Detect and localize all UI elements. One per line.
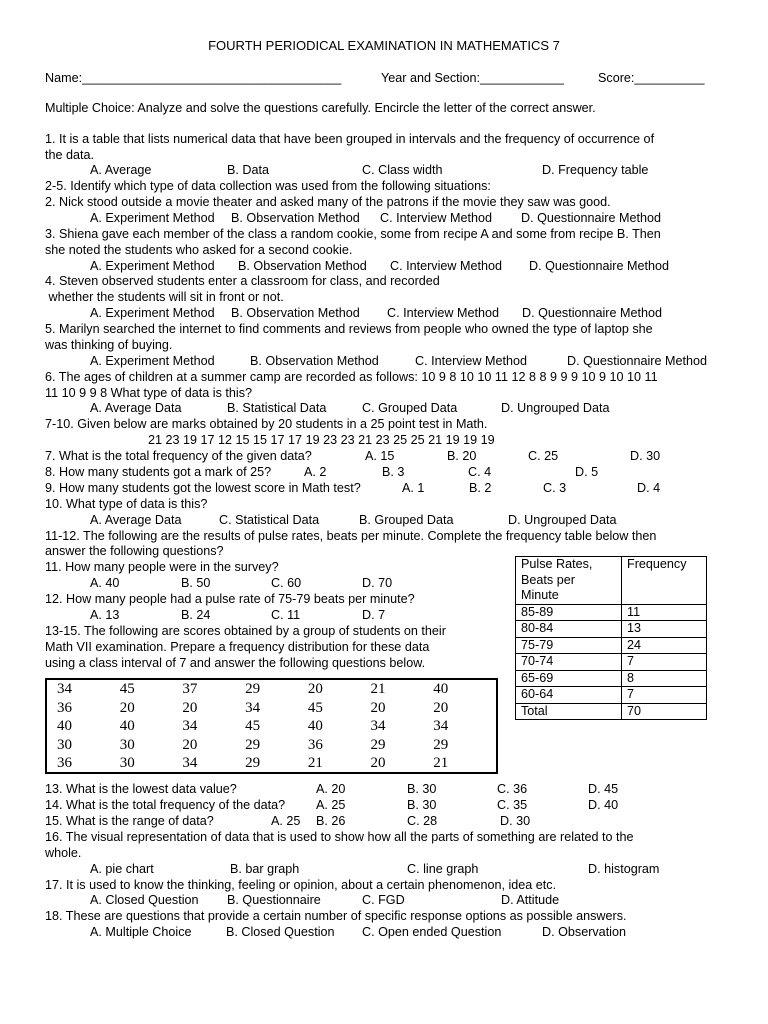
score-field[interactable] [598, 70, 704, 86]
choice-a[interactable]: A. Closed Question [90, 893, 199, 907]
score-cell: 20 [307, 681, 323, 697]
choice-c[interactable]: C. Grouped Data [362, 401, 458, 415]
table-cell: 80-84 [516, 621, 622, 638]
table-cell: 65-69 [516, 670, 622, 687]
choice-d[interactable]: D. 5 [575, 465, 599, 479]
score-cell: 21 [307, 755, 323, 772]
year-section-field[interactable] [381, 70, 564, 86]
table-row [516, 637, 707, 654]
table-cell: 7 [622, 687, 707, 704]
choice-b[interactable]: B. 26 [316, 814, 346, 828]
table-row [516, 654, 707, 671]
choice-b[interactable]: B. Observation Method [231, 306, 360, 320]
score-cell: 20 [182, 699, 198, 716]
q1-choices [0, 162, 768, 178]
choice-d[interactable]: D. Ungrouped Data [501, 401, 610, 415]
q6-text-cont: 11 10 9 9 8 What type of data is this? [45, 386, 252, 400]
q5-choices [0, 353, 768, 369]
q7-10-header: 7-10. Given below are marks obtained by 20 students in a 25 point test in Math. [45, 417, 488, 431]
choice-b[interactable]: B. Observation Method [250, 354, 379, 368]
q16-choices [0, 861, 768, 877]
q10-text: 10. What type of data is this? [45, 497, 208, 511]
score-cell: 37 [182, 681, 198, 697]
choice-a[interactable]: A. 25 [316, 798, 346, 812]
table-row [57, 754, 496, 773]
q4-text-cont: whether the students will sit in front or not. [45, 290, 284, 304]
q1-text: 1. It is a table that lists numerical data that have been grouped in intervals and the frequency of occurrence of [45, 132, 655, 146]
q8-text: 8. How many students got a mark of 25? [45, 465, 272, 479]
q5-text-cont: was thinking of buying. [45, 338, 173, 352]
score-cell: 40 [307, 718, 323, 735]
q3-text-cont: she noted the students who asked for a second cookie. [45, 243, 353, 257]
score-cell: 30 [119, 736, 135, 753]
q9-text: 9. How many students got the lowest score in Math test? [45, 481, 361, 495]
choice-d[interactable]: D. 70 [362, 576, 393, 590]
table-header-pulse [516, 557, 622, 605]
choice-a[interactable]: A. pie chart [90, 862, 154, 876]
choice-a[interactable]: A. 1 [402, 481, 425, 495]
choice-a[interactable]: A. 20 [316, 782, 346, 796]
q4-text: 4. Steven observed students enter a classroom for class, and recorded [45, 274, 440, 288]
q8-row [0, 464, 768, 480]
table-cell: 13 [622, 621, 707, 638]
table-cell: 70 [622, 703, 707, 720]
score-label: Score: [598, 71, 635, 85]
choice-b[interactable]: B. 2 [469, 481, 492, 495]
choice-b[interactable]: B. Data [227, 163, 269, 177]
choice-d[interactable]: D. Attitude [501, 893, 560, 907]
q16-text-cont: whole. [45, 846, 82, 860]
instructions: Multiple Choice: Analyze and solve the questions carefully. Encircle the letter of the correct answer. [45, 101, 596, 115]
choice-a[interactable]: A. Experiment Method [90, 259, 215, 273]
q11-text: 11. How many people were in the survey? [45, 560, 279, 574]
choice-c[interactable]: C. 25 [528, 449, 559, 463]
score-cell: 29 [370, 736, 386, 753]
choice-c[interactable]: C. 3 [543, 481, 567, 495]
choice-a[interactable]: A. 40 [90, 576, 120, 590]
choice-a[interactable]: A. Average [90, 163, 152, 177]
choice-c[interactable]: C. 36 [497, 782, 528, 796]
score-cell: 29 [433, 736, 449, 753]
choice-c[interactable]: C. line graph [407, 862, 479, 876]
score-cell: 20 [433, 699, 449, 716]
q3-text: 3. Shiena gave each member of the class a random cookie, some from recipe A and some from recipe B. Then [45, 227, 661, 241]
q13-15-header-cont: Math VII examination. Prepare a frequency distribution for these data [45, 640, 430, 654]
q2-5-header: 2-5. Identify which type of data collection was used from the following situations: [45, 179, 491, 193]
frequency-table [515, 556, 707, 720]
score-cell: 34 [182, 718, 198, 735]
choice-b[interactable]: B. Observation Method [238, 259, 367, 273]
score-cell: 36 [307, 736, 323, 753]
name-label: Name: [45, 71, 83, 85]
score-cell: 29 [245, 681, 261, 697]
choice-a[interactable]: A. Experiment Method [90, 211, 215, 225]
q7-row [0, 448, 768, 464]
q14-row [0, 797, 768, 813]
score-cell: 40 [433, 681, 449, 697]
score-cell: 20 [370, 755, 386, 772]
q6-choices [0, 400, 768, 416]
q6-text: 6. The ages of children at a summer camp are recorded as follows: 10 9 8 10 10 11 12 8 8 9 9 9 10 9 10 10 11 [45, 370, 658, 384]
name-field[interactable] [45, 70, 341, 86]
choice-b[interactable]: B. 3 [382, 465, 405, 479]
choice-d[interactable]: D. histogram [588, 862, 660, 876]
table-header-frequency: Frequency [622, 557, 707, 605]
score-cell: 40 [57, 718, 72, 735]
q10-choices [0, 512, 768, 528]
choice-a[interactable]: A. Average Data [90, 513, 182, 527]
score-cell: 30 [119, 755, 135, 772]
choice-d[interactable]: D. Observation [542, 925, 626, 939]
table-cell: 85-89 [516, 604, 622, 621]
choice-a[interactable]: A. 2 [304, 465, 327, 479]
choice-b[interactable]: B. 20 [447, 449, 477, 463]
score-cell: 20 [119, 699, 135, 716]
q2-choices [0, 210, 768, 226]
table-row [57, 680, 496, 699]
score-line: __________ [634, 71, 705, 85]
choice-d[interactable]: D. Frequency table [542, 163, 649, 177]
choice-b[interactable]: B. Observation Method [231, 211, 360, 225]
table-cell: 11 [622, 604, 707, 621]
table-cell: 60-64 [516, 687, 622, 704]
choice-b[interactable]: B. Grouped Data [359, 513, 454, 527]
year-label: Year and Section: [381, 71, 480, 85]
score-cell: 34 [433, 718, 449, 735]
choice-b[interactable]: B. Questionnaire [227, 893, 321, 907]
q17-choices [0, 892, 768, 908]
q15-text: 15. What is the range of data? [45, 814, 214, 828]
score-cell: 29 [245, 755, 261, 772]
choice-d[interactable]: D. Ungrouped Data [508, 513, 617, 527]
score-cell: 20 [370, 699, 386, 716]
choice-b[interactable]: B. Statistical Data [227, 401, 327, 415]
score-cell: 45 [307, 699, 323, 716]
q7-10-data: 21 23 19 17 12 15 15 17 17 19 23 23 21 23 25 25 21 19 19 19 [148, 433, 495, 447]
choice-a[interactable]: A. 13 [90, 608, 120, 622]
choice-d[interactable]: D. 7 [362, 608, 386, 622]
name-line: _____________________________________ [82, 71, 342, 85]
choice-d[interactable]: D. 45 [588, 782, 619, 796]
choice-b[interactable]: B. 30 [407, 782, 437, 796]
q1-text-cont: the data. [45, 148, 95, 162]
table-row [516, 604, 707, 621]
score-cell: 34 [245, 699, 261, 716]
choice-a[interactable]: A. Experiment Method [90, 354, 215, 368]
choice-c[interactable]: C. Interview Method [380, 211, 492, 225]
q13-text: 13. What is the lowest data value? [45, 782, 237, 796]
choice-c[interactable]: C. Interview Method [390, 259, 502, 273]
choice-c[interactable]: C. Class width [362, 163, 443, 177]
q13-15-header: 13-15. The following are scores obtained by a group of students on their [45, 624, 446, 638]
exam-title: FOURTH PERIODICAL EXAMINATION IN MATHEMATICS 7 [208, 38, 560, 53]
table-row [516, 703, 707, 720]
table-cell: 8 [622, 670, 707, 687]
choice-b[interactable]: B. 24 [181, 608, 211, 622]
choice-a[interactable]: A. Experiment Method [90, 306, 215, 320]
choice-d[interactable]: D. 30 [500, 814, 531, 828]
choice-d[interactable]: D. 30 [630, 449, 661, 463]
table-header-row [516, 557, 707, 605]
score-cell: 30 [57, 736, 72, 753]
q12-text: 12. How many people had a pulse rate of 75-79 beats per minute? [45, 592, 415, 606]
q4-choices [0, 305, 768, 321]
score-cell: 36 [57, 755, 72, 772]
table-cell: 70-74 [516, 654, 622, 671]
header-line: Minute [521, 588, 559, 602]
score-cell: 34 [182, 755, 198, 772]
choice-c[interactable]: C. FGD [362, 893, 405, 907]
score-cell: 34 [57, 681, 72, 697]
score-cell: 21 [370, 681, 386, 697]
score-cell: 45 [245, 718, 261, 735]
choice-d[interactable]: D. Questionnaire Method [521, 211, 662, 225]
scores-table [45, 678, 498, 774]
q17-text: 17. It is used to know the thinking, feeling or opinion, about a certain phenomenon, idea etc. [45, 878, 557, 892]
choice-c[interactable]: C. 28 [407, 814, 438, 828]
table-cell: 7 [622, 654, 707, 671]
choice-a[interactable]: A. Average Data [90, 401, 182, 415]
q2-text: 2. Nick stood outside a movie theater and asked many of the patrons if the movie they saw was good. [45, 195, 611, 209]
choice-d[interactable]: D. Questionnaire Method [529, 259, 670, 273]
q13-15-header-cont: using a class interval of 7 and answer the following questions below. [45, 656, 426, 670]
choice-b[interactable]: B. bar graph [230, 862, 300, 876]
table-cell: 24 [622, 637, 707, 654]
table-cell: 75-79 [516, 637, 622, 654]
choice-d[interactable]: D. 40 [588, 798, 619, 812]
table-row [516, 621, 707, 638]
table-row [57, 717, 496, 736]
choice-c[interactable]: C. 60 [271, 576, 302, 590]
q11-12-header-cont: answer the following questions? [45, 544, 224, 558]
q11-12-header: 11-12. The following are the results of pulse rates, beats per minute. Complete the frequency table below then [45, 529, 657, 543]
q7-text: 7. What is the total frequency of the given data? [45, 449, 312, 463]
choice-d[interactable]: D. 4 [637, 481, 661, 495]
q18-choices [0, 924, 768, 940]
choice-c[interactable]: C. 11 [271, 608, 301, 622]
choice-c[interactable]: C. Interview Method [415, 354, 527, 368]
choice-c[interactable]: C. Statistical Data [219, 513, 320, 527]
table-row [57, 736, 496, 755]
choice-d[interactable]: D. Questionnaire Method [567, 354, 708, 368]
choice-c[interactable]: C. Interview Method [387, 306, 499, 320]
table-row [516, 687, 707, 704]
choice-d[interactable]: D. Questionnaire Method [522, 306, 663, 320]
score-cell: 29 [245, 736, 261, 753]
score-cell: 21 [433, 755, 449, 772]
header-fields [0, 70, 768, 86]
score-cell: 45 [119, 681, 135, 697]
header-line: Pulse Rates, [521, 557, 593, 571]
q15-row [0, 813, 768, 829]
choice-c[interactable]: C. 35 [497, 798, 528, 812]
q18-text: 18. These are questions that provide a certain number of specific response options as possible answers. [45, 909, 627, 923]
q9-row [0, 480, 768, 496]
score-cell: 40 [119, 718, 135, 735]
score-cell: 20 [182, 736, 198, 753]
q14-text: 14. What is the total frequency of the data? [45, 798, 286, 812]
choice-a[interactable]: A. Multiple Choice [90, 925, 192, 939]
table-row [57, 699, 496, 718]
q13-row [0, 781, 768, 797]
table-row [516, 670, 707, 687]
q3-choices [0, 258, 768, 274]
score-cell: 34 [370, 718, 386, 735]
choice-a[interactable]: A. 15 [365, 449, 395, 463]
q16-text: 16. The visual representation of data that is used to show how all the parts of something are related to the [45, 830, 634, 844]
choice-c[interactable]: C. 4 [468, 465, 492, 479]
table-cell: Total [516, 703, 622, 720]
choice-b[interactable]: B. Closed Question [226, 925, 335, 939]
q5-text: 5. Marilyn searched the internet to find comments and reviews from people who owned the type of laptop she [45, 322, 653, 336]
choice-b[interactable]: B. 30 [407, 798, 437, 812]
score-cell: 36 [57, 699, 72, 716]
year-line: ____________ [479, 71, 565, 85]
choice-b[interactable]: B. 50 [181, 576, 211, 590]
choice-c[interactable]: C. Open ended Question [362, 925, 502, 939]
header-line: Beats per [521, 572, 575, 587]
choice-a[interactable]: A. 25 [271, 814, 301, 828]
